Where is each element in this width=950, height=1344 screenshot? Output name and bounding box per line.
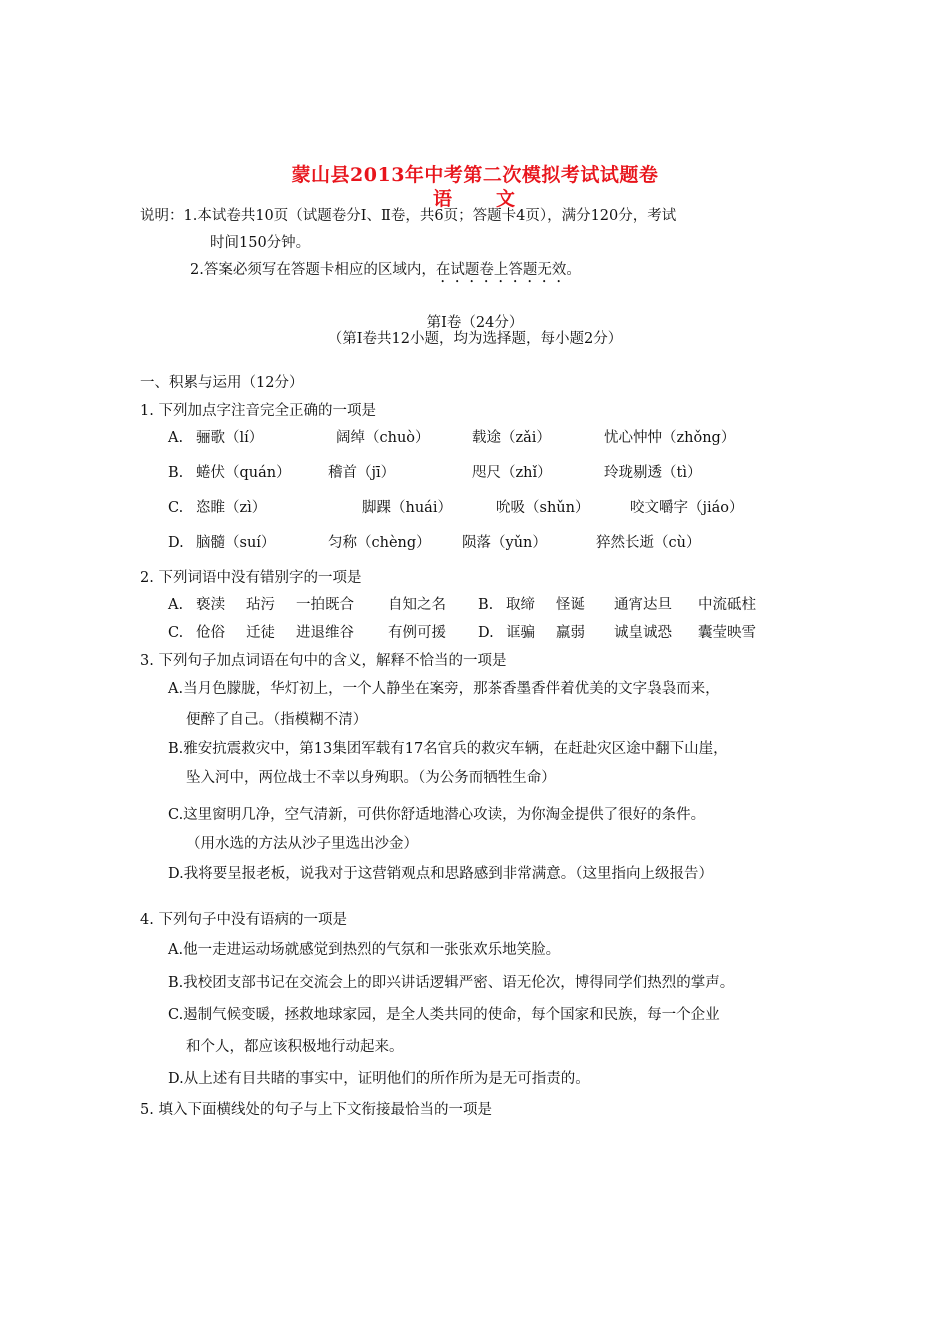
q1-a-item2: 阔绰（chuò） (336, 430, 430, 446)
notes-item1: 1.本试卷共10页（试题卷分Ⅰ、Ⅱ卷，共6页；答题卡4页），满分120分，考试 (183, 208, 677, 224)
q2-word: 诚皇诚恐 (614, 625, 672, 641)
q3-stem: 3. 下列句子加点词语在句中的含义，解释不恰当的一项是 (140, 653, 507, 669)
q1-option-d: D. (168, 535, 184, 551)
q2-word: 有例可援 (388, 625, 446, 641)
volume-title: 第Ⅰ卷（24分） (426, 315, 524, 331)
q2-word: 怪诞 (556, 597, 585, 613)
q1-stem: 1. 下列加点字注音完全正确的一项是 (140, 403, 376, 419)
q1-option-c: C. (168, 500, 184, 516)
q4-option-c: C.遏制气候变暖，拯救地球家园，是全人类共同的使命，每个国家和民族，每一个企业 (168, 1007, 720, 1023)
q3-option-d: D.我将要呈报老板，说我对于这营销观点和思路感到非常满意。（这里指向上级报告） (168, 866, 713, 882)
q1-c-item3: 吮吸（shǔn） (496, 500, 590, 516)
q3-option-a: A.当月色朦胧，华灯初上，一个人静坐在案旁，那茶香墨香伴着优美的文字袅袅而来， (168, 681, 720, 697)
q2-word: 一拍既合 (296, 597, 354, 613)
q1-c-item1: 恣睢（zì） (196, 500, 267, 516)
q1-d-item3: 陨落（yǔn） (462, 535, 547, 551)
notes-line2: 2.答案必须写在答题卡相应的区域内，在试题卷上答题无效。 (190, 262, 581, 278)
q3-option-b: B.雅安抗震救灾中，第13集团军载有17名官兵的救灾车辆，在赶赴灾区途中翻下山崖， (168, 741, 728, 757)
q2-word: 伧俗 (196, 625, 225, 641)
q2-word: 诓骗 (506, 625, 535, 641)
q4-option-d: D.从上述有目共睹的事实中，证明他们的所作所为是无可指责的。 (168, 1071, 590, 1087)
q3-option-b-cont: 坠入河中，两位战士不幸以身殉职。（为公务而牺牲生命） (186, 770, 556, 786)
q1-d-item2: 匀称（chèng） (328, 535, 431, 551)
q2-word: 中流砥柱 (698, 597, 756, 613)
q3-option-a-cont: 便醉了自己。（指模糊不清） (186, 712, 368, 728)
q1-c-item2: 脚踝（huái） (362, 500, 452, 516)
q1-b-item2: 稽首（jī） (328, 465, 396, 481)
q2-word: 自知之名 (388, 597, 446, 613)
q1-d-item1: 脑髓（suí） (196, 535, 276, 551)
q5-stem: 5. 填入下面横线处的句子与上下文衔接最恰当的一项是 (140, 1102, 492, 1118)
q2-label-a: A. (168, 597, 184, 613)
q2-stem: 2. 下列词语中没有错别字的一项是 (140, 570, 362, 586)
q2-word: 羸弱 (556, 625, 585, 641)
q2-word: 囊莹映雪 (698, 625, 756, 641)
q4-option-a: A.他一走进运动场就感觉到热烈的气氛和一张张欢乐地笑脸。 (168, 942, 561, 958)
q4-option-b: B.我校团支部书记在交流会上的即兴讲话逻辑严密、语无伦次，博得同学们热烈的掌声。 (168, 975, 735, 991)
q1-option-a: A. (168, 430, 184, 446)
q1-a-item1: 骊歌（lí） (196, 430, 264, 446)
notes-label: 说明： (140, 208, 184, 224)
notes-emphasis: 在试题卷上答题无效 (435, 262, 567, 278)
notes-line1b: 时间150分钟。 (210, 235, 311, 251)
q1-a-item3: 载途（zǎi） (472, 430, 551, 446)
q1-option-b: B. (168, 465, 184, 481)
q3-option-c-cont: （用水选的方法从沙子里选出沙金） (186, 836, 418, 852)
q4-stem: 4. 下列句子中没有语病的一项是 (140, 912, 347, 928)
q1-b-item1: 蜷伏（quán） (196, 465, 291, 481)
q2-label-d: D. (478, 625, 494, 641)
q2-label-c: C. (168, 625, 184, 641)
subject-title: 语 文 (432, 188, 517, 210)
q2-word: 通宵达旦 (614, 597, 672, 613)
q1-a-item4: 忧心忡忡（zhǒng） (604, 430, 736, 446)
q3-option-c: C.这里窗明几净，空气清新，可供你舒适地潜心攻读，为你淘金提供了很好的条件。 (168, 807, 706, 823)
q4-option-c-cont: 和个人，都应该积极地行动起来。 (186, 1039, 404, 1055)
q2-word: 迁徒 (246, 625, 275, 641)
section-title: 一、积累与运用（12分） (140, 375, 304, 391)
q2-word: 亵渎 (196, 597, 225, 613)
q2-label-b: B. (478, 597, 494, 613)
exam-title: 蒙山县2013年中考第二次模拟考试试题卷 (291, 164, 659, 186)
q1-c-item4: 咬文嚼字（jiáo） (630, 500, 744, 516)
q2-word: 玷污 (246, 597, 275, 613)
q2-word: 进退维谷 (296, 625, 354, 641)
notes-line1 (140, 206, 676, 226)
volume-note: （第Ⅰ卷共12小题，均为选择题，每小题2分） (327, 331, 623, 347)
q2-word: 取缔 (506, 597, 535, 613)
q1-d-item4: 猝然长逝（cù） (596, 535, 701, 551)
notes-item2: 2.答案必须写在答题卡相应的区域内， (190, 262, 436, 278)
q1-b-item3: 咫尺（zhǐ） (472, 465, 552, 481)
q1-b-item4: 玲珑剔透（tì） (604, 465, 702, 481)
